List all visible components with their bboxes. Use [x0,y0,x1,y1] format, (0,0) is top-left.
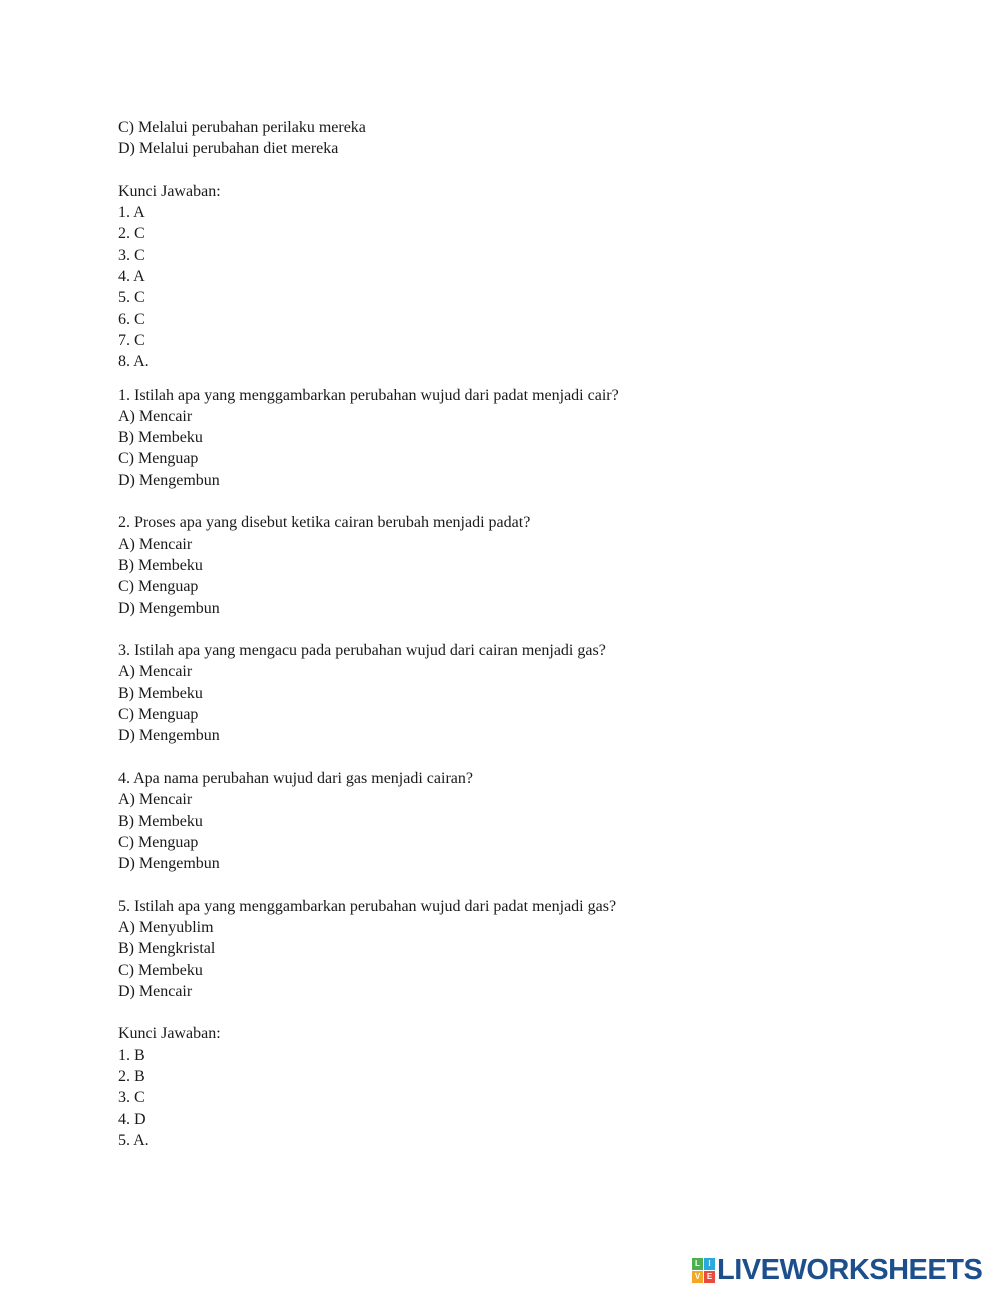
logo-letter-i: I [704,1258,715,1270]
answer-key-item: 3. C [118,246,145,264]
answer-key-item: 7. C [118,331,145,349]
answer-key-item: 2. C [118,225,145,243]
question-text: 5. Istilah apa yang menggambarkan perubahan wujud dari padat menjadi gas? [118,897,617,915]
question-option: C) Menguap [118,450,199,468]
question-option: D) Mengembun [118,471,220,489]
option-line: D) Melalui perubahan diet mereka [118,140,339,158]
question-option: B) Membeku [118,556,203,574]
answer-key-item: 8. A. [118,353,149,371]
question-option: C) Membeku [118,961,203,979]
answer-key-item: 5. A. [118,1131,149,1149]
question-option: A) Menyublim [118,918,214,936]
answer-key-item: 1. B [118,1046,145,1064]
logo-mark-icon [692,1258,714,1282]
question-option: A) Mencair [118,535,193,553]
question-option: D) Mengembun [118,855,220,873]
question-option: B) Membeku [118,812,203,830]
answer-key-item: 1. A [118,204,145,222]
answer-key-item: 3. C [118,1089,145,1107]
answer-key-title: Kunci Jawaban: [118,182,221,200]
answer-key-item: 2. B [118,1068,145,1086]
question-option: D) Mengembun [118,599,220,617]
question-option: B) Mengkristal [118,940,216,958]
answer-key-item: 6. C [118,310,145,328]
logo-letter-l: L [692,1258,703,1270]
logo-letter-e: E [704,1271,715,1283]
answer-key-title: Kunci Jawaban: [118,1025,221,1043]
document-page [118,117,898,1151]
question-text: 1. Istilah apa yang menggambarkan perubahan wujud dari padat menjadi cair? [118,386,619,404]
question-text: 2. Proses apa yang disebut ketika cairan berubah menjadi padat? [118,514,531,532]
question-option: D) Mencair [118,982,193,1000]
question-text: 4. Apa nama perubahan wujud dari gas menjadi cairan? [118,769,473,787]
question-option: D) Mengembun [118,727,220,745]
question-option: A) Mencair [118,407,193,425]
question-option: A) Mencair [118,663,193,681]
question-option: C) Menguap [118,578,199,596]
question-option: C) Menguap [118,706,199,724]
liveworksheets-logo[interactable] [692,1255,982,1285]
question-option: B) Membeku [118,429,203,447]
answer-key-item: 5. C [118,289,145,307]
question-text: 3. Istilah apa yang mengacu pada perubahan wujud dari cairan menjadi gas? [118,642,606,660]
question-option: C) Menguap [118,833,199,851]
logo-text: LIVEWORKSHEETS [717,1254,983,1286]
answer-key-item: 4. A [118,268,145,286]
answer-key-item: 4. D [118,1110,146,1128]
option-line: C) Melalui perubahan perilaku mereka [118,119,366,136]
question-option: A) Mencair [118,791,193,809]
logo-letter-v: V [692,1271,703,1283]
question-option: B) Membeku [118,684,203,702]
